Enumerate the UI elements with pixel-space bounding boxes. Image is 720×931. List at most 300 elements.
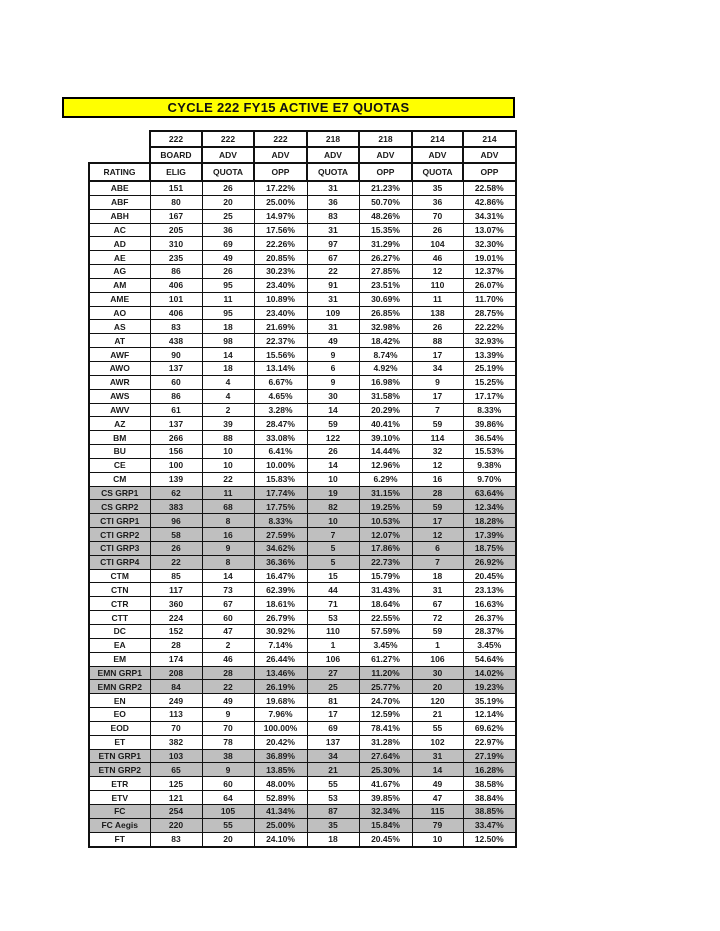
rating-cell: ETV — [89, 791, 150, 805]
table-row — [89, 458, 516, 472]
value-cell: 28 — [150, 638, 202, 652]
value-cell: 114 — [412, 431, 463, 445]
value-cell: 10.00% — [254, 458, 307, 472]
value-cell: 19.68% — [254, 694, 307, 708]
value-cell: 10 — [307, 472, 359, 486]
value-cell: 58 — [150, 528, 202, 542]
value-cell: 73 — [202, 583, 254, 597]
table-row — [89, 832, 516, 846]
value-cell: 68 — [202, 500, 254, 514]
value-cell: 10 — [307, 514, 359, 528]
value-cell: 139 — [150, 472, 202, 486]
rating-cell: CTN — [89, 583, 150, 597]
value-cell: 110 — [307, 625, 359, 639]
table-row — [89, 541, 516, 555]
value-cell: 42.86% — [463, 195, 516, 209]
value-cell: 2 — [202, 403, 254, 417]
value-cell: 105 — [202, 804, 254, 818]
value-cell: 38 — [202, 749, 254, 763]
rating-cell: CTR — [89, 597, 150, 611]
value-cell: 8.33% — [254, 514, 307, 528]
rating-cell: EN — [89, 694, 150, 708]
value-cell: 25.00% — [254, 818, 307, 832]
value-cell: 14.02% — [463, 666, 516, 680]
value-cell: 205 — [150, 223, 202, 237]
value-cell: 72 — [412, 611, 463, 625]
value-cell: 79 — [412, 818, 463, 832]
value-cell: 14.97% — [254, 209, 307, 223]
value-cell: 47 — [202, 625, 254, 639]
header-cell: ELIG — [150, 163, 202, 181]
value-cell: 22.37% — [254, 334, 307, 348]
value-cell: 38.84% — [463, 791, 516, 805]
value-cell: 49 — [202, 694, 254, 708]
value-cell: 70 — [150, 721, 202, 735]
header-cell: ADV — [307, 147, 359, 163]
value-cell: 62.39% — [254, 583, 307, 597]
header-cell: 214 — [412, 131, 463, 147]
value-cell: 1 — [412, 638, 463, 652]
value-cell: 96 — [150, 514, 202, 528]
table-row — [89, 652, 516, 666]
value-cell: 5 — [307, 555, 359, 569]
table-row — [89, 445, 516, 459]
value-cell: 137 — [150, 361, 202, 375]
value-cell: 31 — [412, 749, 463, 763]
value-cell: 6.67% — [254, 375, 307, 389]
value-cell: 1 — [307, 638, 359, 652]
value-cell: 33.47% — [463, 818, 516, 832]
value-cell: 57.59% — [359, 625, 412, 639]
value-cell: 31.43% — [359, 583, 412, 597]
value-cell: 7 — [307, 528, 359, 542]
table-row — [89, 694, 516, 708]
value-cell: 36 — [412, 195, 463, 209]
value-cell: 17.74% — [254, 486, 307, 500]
value-cell: 11 — [202, 292, 254, 306]
value-cell: 21.69% — [254, 320, 307, 334]
value-cell: 67 — [412, 597, 463, 611]
value-cell: 9 — [202, 708, 254, 722]
value-cell: 50.70% — [359, 195, 412, 209]
value-cell: 103 — [150, 749, 202, 763]
value-cell: 22 — [307, 265, 359, 279]
value-cell: 19.25% — [359, 500, 412, 514]
value-cell: 8.74% — [359, 348, 412, 362]
value-cell: 13.07% — [463, 223, 516, 237]
value-cell: 84 — [150, 680, 202, 694]
value-cell: 44 — [307, 583, 359, 597]
table-row — [89, 777, 516, 791]
value-cell: 32.34% — [359, 804, 412, 818]
value-cell: 55 — [307, 777, 359, 791]
table-row — [89, 195, 516, 209]
value-cell: 26.44% — [254, 652, 307, 666]
rating-cell: AS — [89, 320, 150, 334]
value-cell: 26.27% — [359, 251, 412, 265]
value-cell: 86 — [150, 389, 202, 403]
table-row — [89, 749, 516, 763]
value-cell: 10.89% — [254, 292, 307, 306]
value-cell: 15.79% — [359, 569, 412, 583]
value-cell: 26.37% — [463, 611, 516, 625]
value-cell: 70 — [412, 209, 463, 223]
header-row — [89, 147, 516, 163]
value-cell: 33.08% — [254, 431, 307, 445]
value-cell: 69.62% — [463, 721, 516, 735]
value-cell: 104 — [412, 237, 463, 251]
value-cell: 20.45% — [359, 832, 412, 846]
value-cell: 35.19% — [463, 694, 516, 708]
table-row — [89, 251, 516, 265]
value-cell: 27 — [307, 666, 359, 680]
table-row — [89, 735, 516, 749]
rating-cell: EO — [89, 708, 150, 722]
rating-cell: DC — [89, 625, 150, 639]
value-cell: 137 — [307, 735, 359, 749]
table-body — [89, 181, 516, 847]
table-row — [89, 265, 516, 279]
value-cell: 13.46% — [254, 666, 307, 680]
value-cell: 6 — [412, 541, 463, 555]
value-cell: 34.31% — [463, 209, 516, 223]
value-cell: 46 — [412, 251, 463, 265]
header-cell: 218 — [307, 131, 359, 147]
value-cell: 9 — [202, 763, 254, 777]
rating-cell: CTI GRP4 — [89, 555, 150, 569]
table-row — [89, 791, 516, 805]
rating-cell: ETR — [89, 777, 150, 791]
rating-cell: EOD — [89, 721, 150, 735]
value-cell: 249 — [150, 694, 202, 708]
value-cell: 18 — [202, 361, 254, 375]
value-cell: 31.29% — [359, 237, 412, 251]
value-cell: 21 — [412, 708, 463, 722]
value-cell: 39.85% — [359, 791, 412, 805]
value-cell: 17 — [412, 348, 463, 362]
rating-cell: CE — [89, 458, 150, 472]
value-cell: 20 — [202, 195, 254, 209]
rating-cell: AO — [89, 306, 150, 320]
rating-cell: AD — [89, 237, 150, 251]
value-cell: 167 — [150, 209, 202, 223]
value-cell: 18.75% — [463, 541, 516, 555]
value-cell: 23.40% — [254, 306, 307, 320]
value-cell: 23.40% — [254, 278, 307, 292]
value-cell: 39.86% — [463, 417, 516, 431]
header-cell: ADV — [202, 147, 254, 163]
value-cell: 24.10% — [254, 832, 307, 846]
value-cell: 26 — [202, 181, 254, 195]
value-cell: 88 — [202, 431, 254, 445]
value-cell: 49 — [307, 334, 359, 348]
value-cell: 69 — [202, 237, 254, 251]
rating-cell: CTM — [89, 569, 150, 583]
rating-cell: AG — [89, 265, 150, 279]
value-cell: 59 — [307, 417, 359, 431]
value-cell: 34 — [307, 749, 359, 763]
value-cell: 23.13% — [463, 583, 516, 597]
value-cell: 31.58% — [359, 389, 412, 403]
header-cell: 222 — [150, 131, 202, 147]
rating-cell: CTI GRP2 — [89, 528, 150, 542]
value-cell: 15.56% — [254, 348, 307, 362]
value-cell: 20.85% — [254, 251, 307, 265]
value-cell: 28 — [412, 486, 463, 500]
value-cell: 138 — [412, 306, 463, 320]
value-cell: 55 — [412, 721, 463, 735]
value-cell: 18.42% — [359, 334, 412, 348]
value-cell: 31 — [307, 292, 359, 306]
value-cell: 28.47% — [254, 417, 307, 431]
value-cell: 82 — [307, 500, 359, 514]
value-cell: 9 — [307, 375, 359, 389]
rating-cell: AE — [89, 251, 150, 265]
value-cell: 30.69% — [359, 292, 412, 306]
header-cell: ADV — [463, 147, 516, 163]
quota-table — [88, 130, 517, 848]
value-cell: 4.65% — [254, 389, 307, 403]
rating-cell: AME — [89, 292, 150, 306]
table-row — [89, 375, 516, 389]
value-cell: 22 — [202, 472, 254, 486]
table-row — [89, 223, 516, 237]
value-cell: 14 — [202, 569, 254, 583]
value-cell: 6.41% — [254, 445, 307, 459]
value-cell: 156 — [150, 445, 202, 459]
header-cell — [89, 131, 150, 147]
value-cell: 18 — [307, 832, 359, 846]
value-cell: 26 — [412, 223, 463, 237]
value-cell: 17.86% — [359, 541, 412, 555]
value-cell: 113 — [150, 708, 202, 722]
value-cell: 35 — [307, 818, 359, 832]
rating-cell: AC — [89, 223, 150, 237]
value-cell: 12 — [412, 528, 463, 542]
value-cell: 70 — [202, 721, 254, 735]
value-cell: 406 — [150, 306, 202, 320]
table-row — [89, 472, 516, 486]
value-cell: 67 — [202, 597, 254, 611]
value-cell: 17.75% — [254, 500, 307, 514]
value-cell: 6.29% — [359, 472, 412, 486]
table-row — [89, 361, 516, 375]
value-cell: 11.20% — [359, 666, 412, 680]
value-cell: 15.84% — [359, 818, 412, 832]
value-cell: 7.14% — [254, 638, 307, 652]
value-cell: 9.38% — [463, 458, 516, 472]
rating-cell: CS GRP2 — [89, 500, 150, 514]
value-cell: 235 — [150, 251, 202, 265]
value-cell: 31.28% — [359, 735, 412, 749]
table-row — [89, 583, 516, 597]
value-cell: 6 — [307, 361, 359, 375]
header-cell — [89, 147, 150, 163]
table-header — [89, 131, 516, 181]
header-cell: QUOTA — [412, 163, 463, 181]
header-row — [89, 131, 516, 147]
value-cell: 26 — [412, 320, 463, 334]
value-cell: 71 — [307, 597, 359, 611]
table-row — [89, 804, 516, 818]
value-cell: 21.23% — [359, 181, 412, 195]
value-cell: 35 — [412, 181, 463, 195]
header-cell: QUOTA — [307, 163, 359, 181]
header-cell: OPP — [463, 163, 516, 181]
value-cell: 14.44% — [359, 445, 412, 459]
value-cell: 31 — [307, 181, 359, 195]
value-cell: 15.25% — [463, 375, 516, 389]
value-cell: 60 — [202, 611, 254, 625]
header-cell: OPP — [254, 163, 307, 181]
value-cell: 16 — [202, 528, 254, 542]
value-cell: 30 — [307, 389, 359, 403]
value-cell: 23.51% — [359, 278, 412, 292]
rating-cell: AT — [89, 334, 150, 348]
value-cell: 14 — [412, 763, 463, 777]
value-cell: 67 — [307, 251, 359, 265]
table-row — [89, 209, 516, 223]
value-cell: 64 — [202, 791, 254, 805]
header-cell: 218 — [359, 131, 412, 147]
value-cell: 11.70% — [463, 292, 516, 306]
value-cell: 90 — [150, 348, 202, 362]
header-cell: 222 — [202, 131, 254, 147]
header-cell: 214 — [463, 131, 516, 147]
value-cell: 3.45% — [463, 638, 516, 652]
value-cell: 18.64% — [359, 597, 412, 611]
value-cell: 9 — [202, 541, 254, 555]
value-cell: 40.41% — [359, 417, 412, 431]
table-row — [89, 306, 516, 320]
value-cell: 18 — [202, 320, 254, 334]
value-cell: 224 — [150, 611, 202, 625]
header-cell: 222 — [254, 131, 307, 147]
value-cell: 31 — [307, 320, 359, 334]
value-cell: 4 — [202, 375, 254, 389]
value-cell: 36 — [202, 223, 254, 237]
rating-cell: ET — [89, 735, 150, 749]
rating-cell: AWV — [89, 403, 150, 417]
table-row — [89, 763, 516, 777]
value-cell: 125 — [150, 777, 202, 791]
value-cell: 28 — [202, 666, 254, 680]
value-cell: 26.92% — [463, 555, 516, 569]
value-cell: 12 — [412, 265, 463, 279]
rating-cell: AWR — [89, 375, 150, 389]
table-row — [89, 514, 516, 528]
value-cell: 9 — [412, 375, 463, 389]
value-cell: 122 — [307, 431, 359, 445]
value-cell: 25.30% — [359, 763, 412, 777]
rating-cell: AWF — [89, 348, 150, 362]
value-cell: 81 — [307, 694, 359, 708]
value-cell: 32.98% — [359, 320, 412, 334]
table-row — [89, 181, 516, 195]
value-cell: 8.33% — [463, 403, 516, 417]
value-cell: 19.23% — [463, 680, 516, 694]
value-cell: 110 — [412, 278, 463, 292]
value-cell: 208 — [150, 666, 202, 680]
value-cell: 406 — [150, 278, 202, 292]
value-cell: 95 — [202, 278, 254, 292]
value-cell: 32.30% — [463, 237, 516, 251]
table-row — [89, 597, 516, 611]
value-cell: 59 — [412, 625, 463, 639]
value-cell: 10 — [202, 445, 254, 459]
value-cell: 59 — [412, 417, 463, 431]
value-cell: 7 — [412, 555, 463, 569]
value-cell: 22.97% — [463, 735, 516, 749]
value-cell: 22.58% — [463, 181, 516, 195]
value-cell: 30.92% — [254, 625, 307, 639]
value-cell: 11 — [202, 486, 254, 500]
rating-cell: EA — [89, 638, 150, 652]
value-cell: 24.70% — [359, 694, 412, 708]
value-cell: 26.19% — [254, 680, 307, 694]
value-cell: 7 — [412, 403, 463, 417]
value-cell: 28.37% — [463, 625, 516, 639]
table-row — [89, 292, 516, 306]
value-cell: 21 — [307, 763, 359, 777]
value-cell: 3.28% — [254, 403, 307, 417]
value-cell: 38.58% — [463, 777, 516, 791]
value-cell: 11 — [412, 292, 463, 306]
rating-cell: EMN GRP1 — [89, 666, 150, 680]
value-cell: 30 — [412, 666, 463, 680]
value-cell: 17 — [307, 708, 359, 722]
value-cell: 22.22% — [463, 320, 516, 334]
table-row — [89, 431, 516, 445]
value-cell: 100 — [150, 458, 202, 472]
value-cell: 69 — [307, 721, 359, 735]
value-cell: 32 — [412, 445, 463, 459]
value-cell: 27.19% — [463, 749, 516, 763]
value-cell: 26 — [202, 265, 254, 279]
value-cell: 14 — [307, 403, 359, 417]
value-cell: 31 — [412, 583, 463, 597]
rating-cell: CTT — [89, 611, 150, 625]
value-cell: 95 — [202, 306, 254, 320]
value-cell: 49 — [412, 777, 463, 791]
value-cell: 106 — [412, 652, 463, 666]
value-cell: 20 — [202, 832, 254, 846]
value-cell: 117 — [150, 583, 202, 597]
value-cell: 109 — [307, 306, 359, 320]
value-cell: 9.70% — [463, 472, 516, 486]
value-cell: 17.56% — [254, 223, 307, 237]
value-cell: 17 — [412, 389, 463, 403]
value-cell: 85 — [150, 569, 202, 583]
value-cell: 19 — [307, 486, 359, 500]
header-cell: OPP — [359, 163, 412, 181]
value-cell: 88 — [412, 334, 463, 348]
table-row — [89, 278, 516, 292]
table-row — [89, 555, 516, 569]
value-cell: 16.28% — [463, 763, 516, 777]
value-cell: 83 — [150, 320, 202, 334]
table-row — [89, 528, 516, 542]
value-cell: 17.22% — [254, 181, 307, 195]
value-cell: 16.63% — [463, 597, 516, 611]
value-cell: 9 — [307, 348, 359, 362]
value-cell: 310 — [150, 237, 202, 251]
table-row — [89, 486, 516, 500]
header-cell: QUOTA — [202, 163, 254, 181]
value-cell: 80 — [150, 195, 202, 209]
value-cell: 106 — [307, 652, 359, 666]
value-cell: 7.96% — [254, 708, 307, 722]
